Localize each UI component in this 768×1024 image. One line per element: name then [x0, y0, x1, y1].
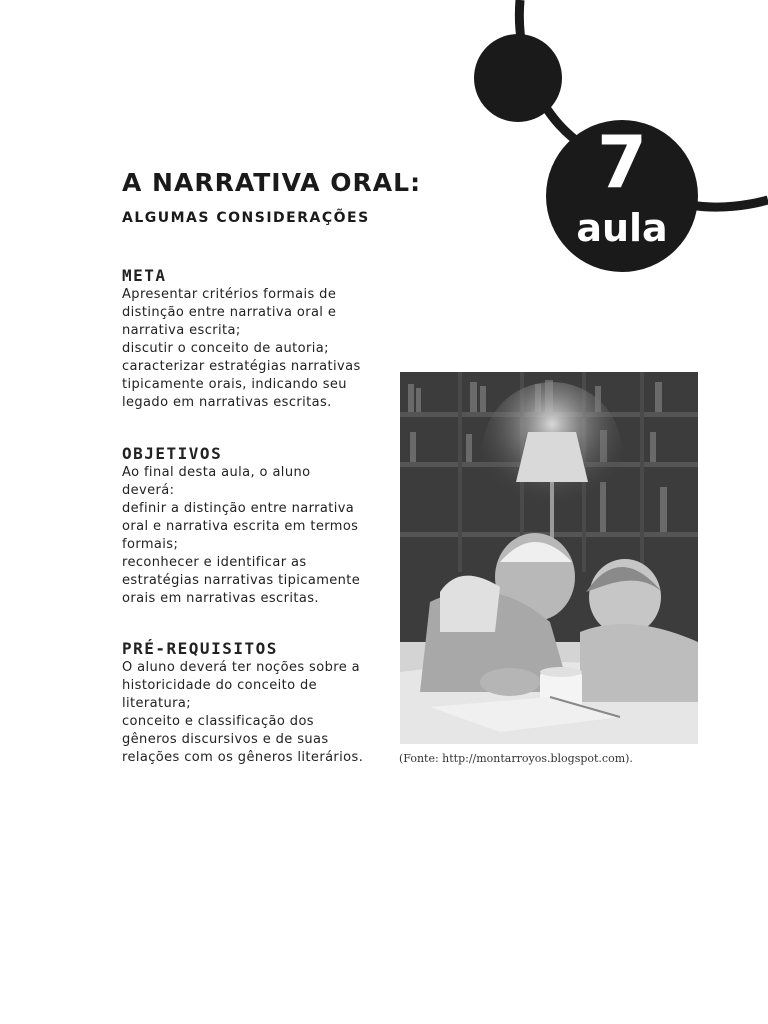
section-objetivos — [122, 444, 367, 608]
section-meta — [122, 266, 367, 412]
photo-reading — [400, 372, 698, 744]
section-prerequisitos-body: O aluno deverá ter noções sobre a historicidade do conceito de literatura; conceito e classificação dos gêneros discursivos e de suas relações com os gêneros literários. — [122, 660, 364, 765]
section-objetivos-heading: OBJETIVOS — [122, 444, 223, 463]
section-meta-body: Apresentar critérios formais de distinção entre narrativa oral e narrativa escrita; discutir o conceito de autoria; caracterizar estratégias narrativas tipicamente orais, indicando seu legado em narrativas escritas. — [122, 287, 361, 410]
section-prerequisitos — [122, 639, 367, 767]
section-objetivos-body: Ao final desta aula, o aluno deverá: definir a distinção entre narrativa oral e narrativa escrita em termos formais; reconhecer e identificar as estratégias narrativas tipicamente orais em narrativas escritas. — [122, 465, 361, 606]
small-dark-circle — [474, 34, 562, 122]
photo-caption: (Fonte: http://montarroyos.blogspot.com). — [399, 752, 633, 765]
page-subtitle: ALGUMAS CONSIDERAÇÕES — [122, 210, 370, 226]
lesson-number: 7 — [596, 120, 648, 204]
section-prerequisitos-heading: PRÉ-REQUISITOS — [122, 639, 278, 658]
page-title: A NARRATIVA ORAL: — [122, 168, 422, 197]
section-meta-heading: META — [122, 266, 167, 285]
lesson-label: aula — [576, 206, 668, 250]
